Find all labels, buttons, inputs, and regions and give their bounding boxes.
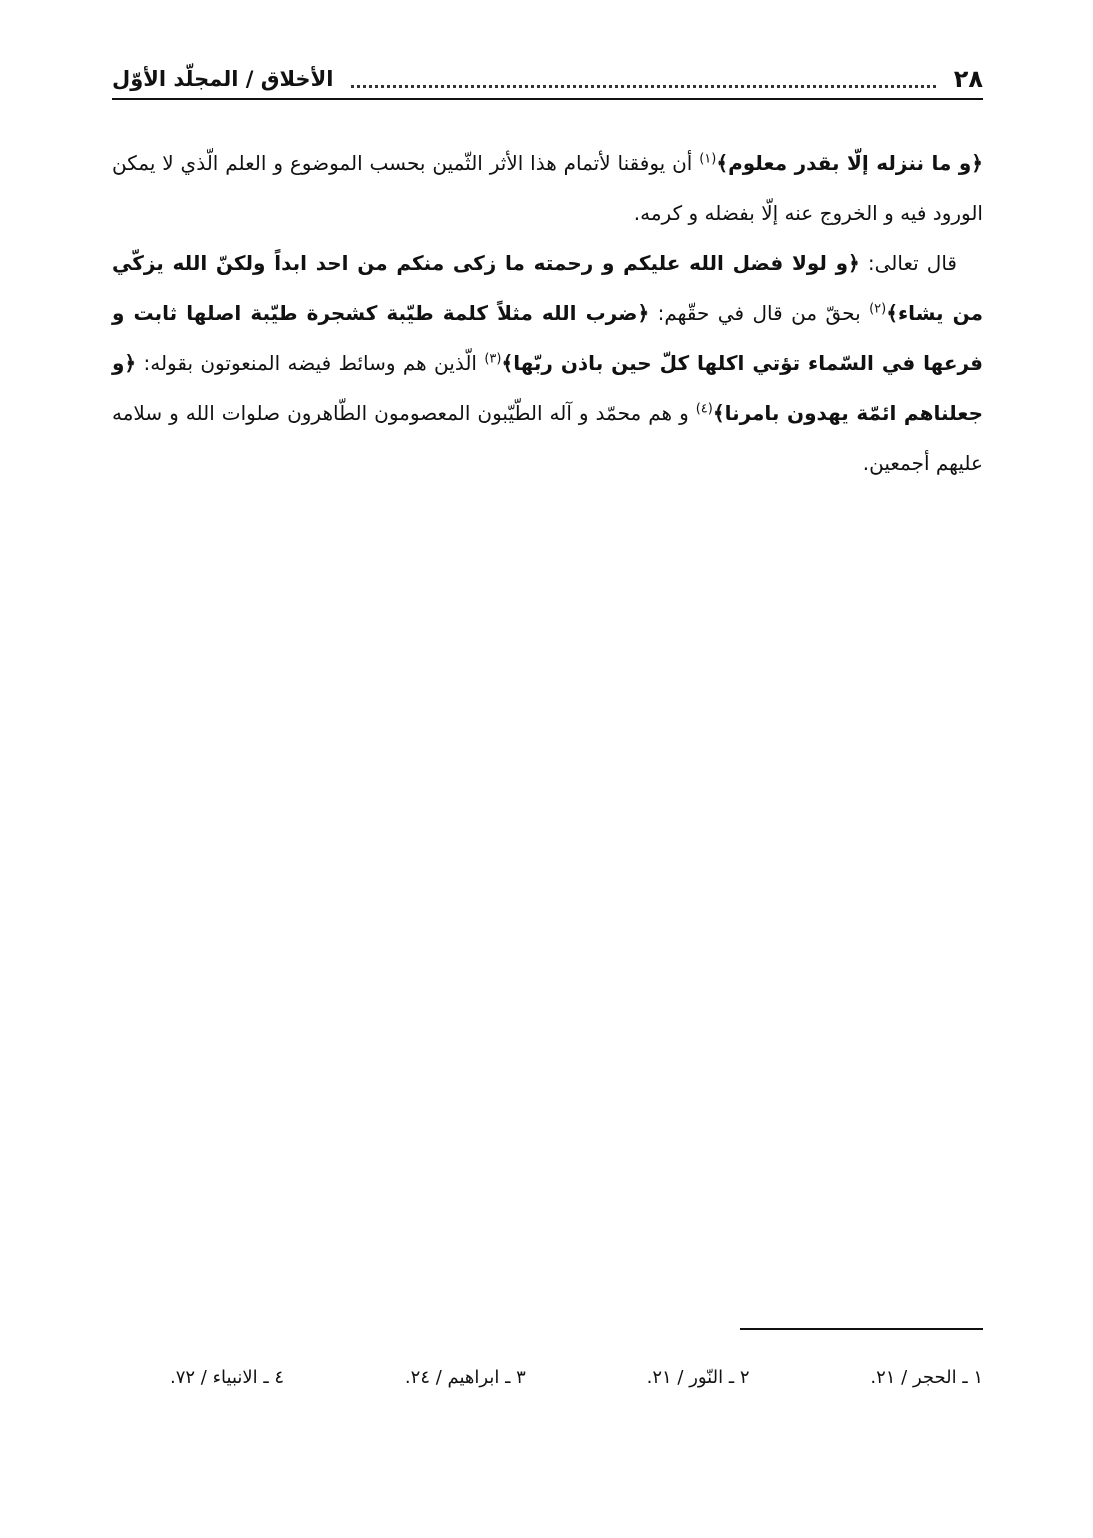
quran-verse-2: ﴿و لولا فضل الله عليكم و رحمته ما زكى منكم من احد ابداً ولكنّ الله يزكّي من يشاء﴾	[112, 251, 983, 325]
footnote-ref-1: (١)	[699, 151, 717, 167]
verse-open-bracket: ﴿	[971, 151, 983, 175]
verse-text: و ما ننزله إلّا بقدر معلوم	[728, 151, 972, 175]
page-number: ٢٨	[953, 65, 983, 93]
running-title: الأخلاق / المجلّد الأوّل	[112, 67, 334, 91]
quran-verse-4: ﴿و جعلناهم ائمّة يهدون بامرنا﴾	[112, 351, 983, 425]
page-header	[112, 50, 983, 96]
header-rule	[112, 98, 983, 100]
footnotes	[170, 1360, 983, 1396]
footnote-3: ٣ ـ ابراهيم / ٢٤.	[404, 1367, 526, 1388]
footnote-ref-2: (٢)	[869, 301, 887, 317]
paragraph-2	[112, 238, 983, 488]
footnote-4: ٤ ـ الانبياء / ٧٢.	[170, 1367, 285, 1388]
quran-verse-1	[716, 151, 983, 175]
paragraph-text: بحقّ من قال في حقّهم:	[649, 301, 870, 325]
footnote-ref-4: (٤)	[695, 401, 713, 417]
verse-close-bracket: ﴾	[716, 151, 729, 175]
footnote-rule	[740, 1328, 983, 1330]
quran-verse-3: ﴿ضرب الله مثلاً كلمة طيّبة كشجرة طيّبة اصلها ثابت و فرعها في السّماء تؤتي اكلها كلّ حين باذن ربّها﴾	[112, 301, 984, 375]
body-text	[112, 138, 983, 488]
paragraph-intro: قال تعالى:	[859, 251, 957, 275]
footnote-1: ١ ـ الحجر / ٢١.	[870, 1367, 983, 1388]
footnote-2: ٢ ـ النّور / ٢١.	[646, 1367, 750, 1388]
paragraph-text: و هم محمّد و آله الطّيّبون المعصومون الطّاهرون صلوات الله و سلامه عليهم أجمعين.	[112, 401, 983, 475]
footnote-ref-3: (٣)	[484, 351, 502, 367]
paragraph-text: أن يوفقنا لأتمام هذا الأثر الثّمين بحسب الموضوع و العلم الّذي لا يمكن الورود فيه و الخروج عنه إلّا بفضله و كرمه.	[112, 151, 983, 225]
paragraph-text: الّذين هم وسائط فيضه المنعوتون بقوله:	[136, 351, 485, 375]
leader-dots	[351, 85, 935, 88]
paragraph-1	[112, 138, 983, 238]
